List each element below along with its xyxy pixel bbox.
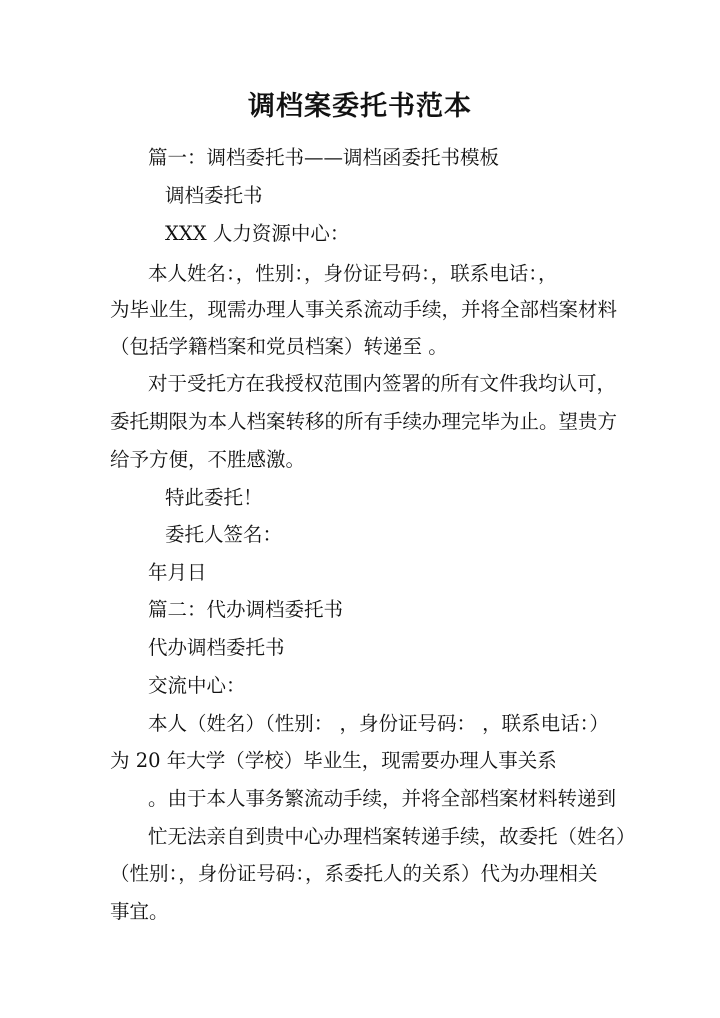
closing-line: 特此委托！ (165, 486, 263, 509)
body-line: 为 20 年大学（学校）毕业生，现需要办理人事关系 (110, 749, 557, 772)
body-line: 事宜。 (110, 900, 169, 923)
body-line: 委托期限为本人档案转移的所有手续办理完毕为止。望贵方 (110, 410, 618, 433)
body-line: 本人姓名：，性别：，身份证号码：，联系电话：， (148, 262, 558, 285)
section-heading-2: 篇二：代办调档委托书 (148, 598, 344, 621)
body-line: 对于受托方在我授权范围内签署的所有文件我均认可， (148, 372, 617, 395)
body-line: 为毕业生，现需办理人事关系流动手续，并将全部档案材料 (110, 298, 618, 321)
body-line: （包括学籍档案和党员档案）转递至 。 (110, 335, 448, 358)
letter-title: 代办调档委托书 (148, 636, 285, 659)
date-line: 年月日 (148, 561, 207, 584)
signature-line: 委托人签名： (165, 523, 283, 546)
body-line: 忙无法亲自到贵中心办理档案转递手续，故委托（姓名） (148, 825, 636, 848)
letter-title: 调档委托书 (165, 184, 263, 207)
body-line: （性别：，身份证号码：，系委托人的关系）代为办理相关 (110, 862, 598, 885)
body-line: 本人（姓名）（性别： ，身份证号码： ，联系电话：） (148, 712, 609, 735)
body-line: 给予方便，不胜感激。 (110, 448, 306, 471)
recipient-line: XXX 人力资源中心： (165, 222, 350, 245)
body-line: 。由于本人事务繁流动手续，并将全部档案材料转递到 (148, 787, 617, 810)
recipient-line: 交流中心： (148, 674, 246, 697)
document-title: 调档案委托书范本 (248, 91, 472, 122)
section-heading-1: 篇一：调档委托书——调档函委托书模板 (148, 146, 500, 169)
